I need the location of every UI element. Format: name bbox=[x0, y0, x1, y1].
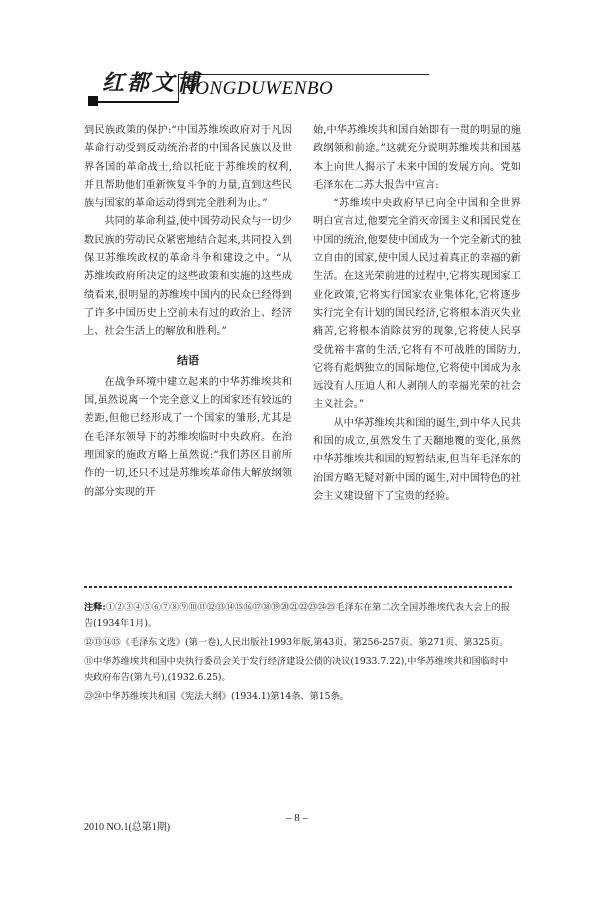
paragraph: 到民族政策的保护:“中国苏维埃政府对于凡因革命行动受到反动统治者的中国各民族以及世界各国的革命战士,给以托庇于苏维埃的权利,并且帮助他们重新恢复斗争的力量,直到这些民族与国家的革命运动得到完全胜利为止。” bbox=[84, 125, 292, 210]
paragraph: “苏维埃中央政府早已向全中国和全世界明白宣言过,他要完全消灭帝国主义和国民党在中国的统治,他要使中国成为一个完全新式的独立自由的国家,使中国人民过着真正的幸福的新生活。在这光荣前进的过程中,它将实现国家工业化政策,它将实行国家农业集体化,它将逐步实行完全有计划的国民经济,它将根本消灭失业痛苦,它将根本消除贫穷的现象,它将使人民享受优裕丰富的生活,它将有不可战胜的国防力,它将有彪炳独立的国际地位,它将使中国成为永远没有人压迫人和人剥削人的幸福光荣的社会主义社会。” bbox=[313, 198, 521, 411]
paragraph: 始,中华苏维埃共和国自始即有一贯的明显的施政纲领和前途。”这就充分说明苏维埃共和国基本上向世人揭示了未来中国的发展方向。党如毛泽东在二苏大报告中宣言: bbox=[313, 125, 521, 191]
page-header bbox=[88, 66, 528, 106]
paragraph: 在战争环境中建立起来的中华苏维埃共和国,虽然说离一个完全意义上的国家还有较远的差距,但他已经形成了一个国家的雏形,尤其是在毛泽东领导下的苏维埃临时中央政府。在治理国家的施政方略上虽然说:“我们苏区目前所作的一切,还只不过是苏维埃革命伟大解放纲领的部分实现的开 bbox=[84, 376, 292, 498]
left-column bbox=[84, 122, 292, 502]
notes-label: 注释: bbox=[84, 602, 106, 613]
paragraph: 从中华苏维埃共和国的诞生,到中华人民共和国的成立,虽然发生了天翻地覆的变化,虽然中华苏维埃共和国的短暂结束,但当年毛泽东的治国方略无疑对新中国的诞生,对中国特色的社会主义建设留下了宝贵的经验。 bbox=[313, 417, 521, 502]
footnote bbox=[84, 600, 516, 632]
header-square-mark bbox=[88, 96, 98, 106]
notes-divider bbox=[84, 586, 514, 588]
journal-title-en: HONGDUWENBO bbox=[181, 78, 334, 99]
journal-title-cn: 红都文博 bbox=[102, 70, 203, 96]
footnote: ⑫⑬⑭⑮《毛泽东文选》(第一卷),人民出版社1993年版,第43页、第256-257页、第271页、第325页。 bbox=[84, 637, 509, 648]
paragraph: 共同的革命利益,使中国劳动民众与一切少数民族的劳动民众紧密地结合起来,共同投入到保卫苏维埃政权的革命斗争和建设之中。“从苏维埃政府所决定的这些政策和实施的这些成绩看来,很明显的苏维埃中国内的民众已经得到了许多中国历史上空前未有过的政治上、经济上、社会生活上的解放和胜利。” bbox=[84, 216, 292, 338]
header-rule bbox=[88, 101, 178, 103]
page-number: – 8 – bbox=[286, 812, 308, 824]
section-title: 结语 bbox=[177, 353, 199, 367]
footnote: ⑪中华苏维埃共和国中央执行委员会关于发行经济建设公债的决议(1933.7.22),中华苏维埃共和国临时中央政府布告(第九号),(1932.6.25)。 bbox=[84, 656, 509, 683]
right-column bbox=[313, 122, 521, 506]
issue-info: 2010 NO.1(总第1期) bbox=[84, 822, 171, 833]
footnote: ㉓㉔中华苏维埃共和国《宪法大纲》(1934.1)第14条、第15条。 bbox=[84, 691, 349, 702]
footnote-text: ①②③④⑤⑥⑦⑧⑨⑩⑪⑫⑬⑭⑮⑯⑰⑱⑲⑳㉑㉒㉓㉔㉕毛泽东在第二次全国苏维埃代表大会上的报告(1934年1月)。 bbox=[84, 602, 511, 629]
footnotes bbox=[84, 600, 516, 708]
